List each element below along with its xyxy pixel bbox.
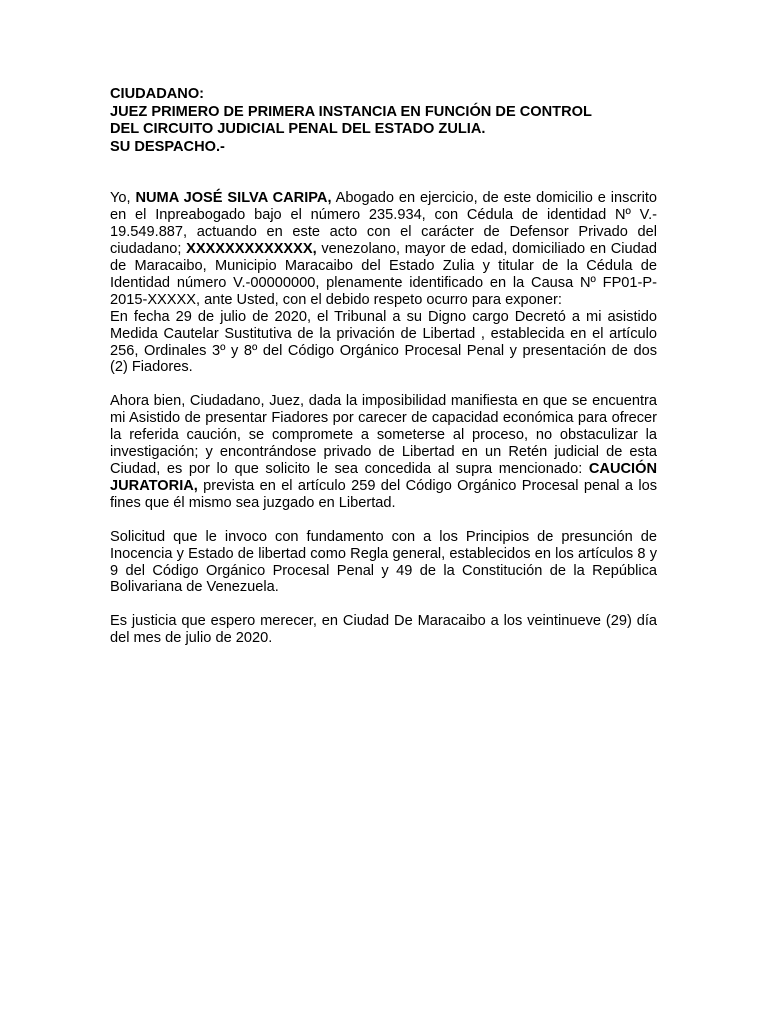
intro-text-2: Abogado en ejercicio, de este domicilio e inscrito en el Inpreabogado bajo el número 235.934, con Cédula de identidad Nº V.- 19.549.887, actuando en este acto con el carácter de Defensor Privado del ciudadano; [110,190,658,258]
heading-office: SU DESPACHO.- [110,138,225,155]
caucion-juratoria: CAUCIÓN JURATORIA, [110,460,657,494]
heading-addressee: CIUDADANO: [110,86,205,102]
spacer [110,156,657,190]
intro-text-3: venezolano, mayor de edad, domiciliado en Ciudad de Maracaibo, Municipio Maracaibo del Estado Zulia y titular de la Cédula de Identidad número V.-00000000, plenamente identificado en la Causa Nº FP01-P-2015-XXXXX, ante Usted, con el debido respeto ocurro para exponer: [110,241,657,308]
paragraph-closing: Es justicia que espero merecer, en Ciudad De Maracaibo a los veintinueve (29) día del mes de julio de 2020. [110,613,657,647]
intro-text-1: Yo, [110,190,136,207]
heading-circuit: DEL CIRCUITO JUDICIAL PENAL DEL ESTADO ZULIA. [110,121,486,138]
heading-judge: JUEZ PRIMERO DE PRIMERA INSTANCIA EN FUNCIÓN DE CONTROL [110,103,592,120]
paragraph-decision: En fecha 29 de julio de 2020, el Tribunal a su Digno cargo Decretó a mi asistido Medida Cautelar Sustitutiva de la privación de Libertad , establecida en el artículo 256, Ordinales 3º y 8º del Código Orgánico Procesal Penal y presentación de dos (2) Fiadores. [110,308,657,376]
request-text-2: prevista en el artículo 259 del Código Orgánico Procesal penal a los fines que él mismo sea juzgado en Libertad. [110,477,657,511]
request-text-1: Ahora bien, Ciudadano, Juez, dada la imposibilidad manifiesta en que se encuentra mi Asistido de presentar Fiadores por carecer de capacidad económica para ofrecer la referida caución, se compromete a someterse al proceso, no obstaculizar la investigación; y encontrándose privado de Libertad en un Retén judicial de esta Ciudad, es por lo que solicito le sea concedida al supra mencionado: [110,393,657,477]
spacer [110,596,657,613]
spacer [110,376,657,393]
paragraph-grounds: Solicitud que le invoco con fundamento con a los Principios de presunción de Inocencia y Estado de libertad como Regla general, establecidos en los artículos 8 y 9 del Código Orgánico Procesal Penal y 49 de la Constitución de la República Bolivariana de Venezuela. [110,528,657,596]
document-page [110,86,657,647]
client-name: XXXXXXXXXXXXX, [186,241,317,258]
spacer [110,512,657,529]
document-heading [110,86,657,156]
lawyer-name: NUMA JOSÉ SILVA CARIPA, [135,190,332,207]
paragraph-introduction [110,190,657,308]
paragraph-request [110,393,657,511]
